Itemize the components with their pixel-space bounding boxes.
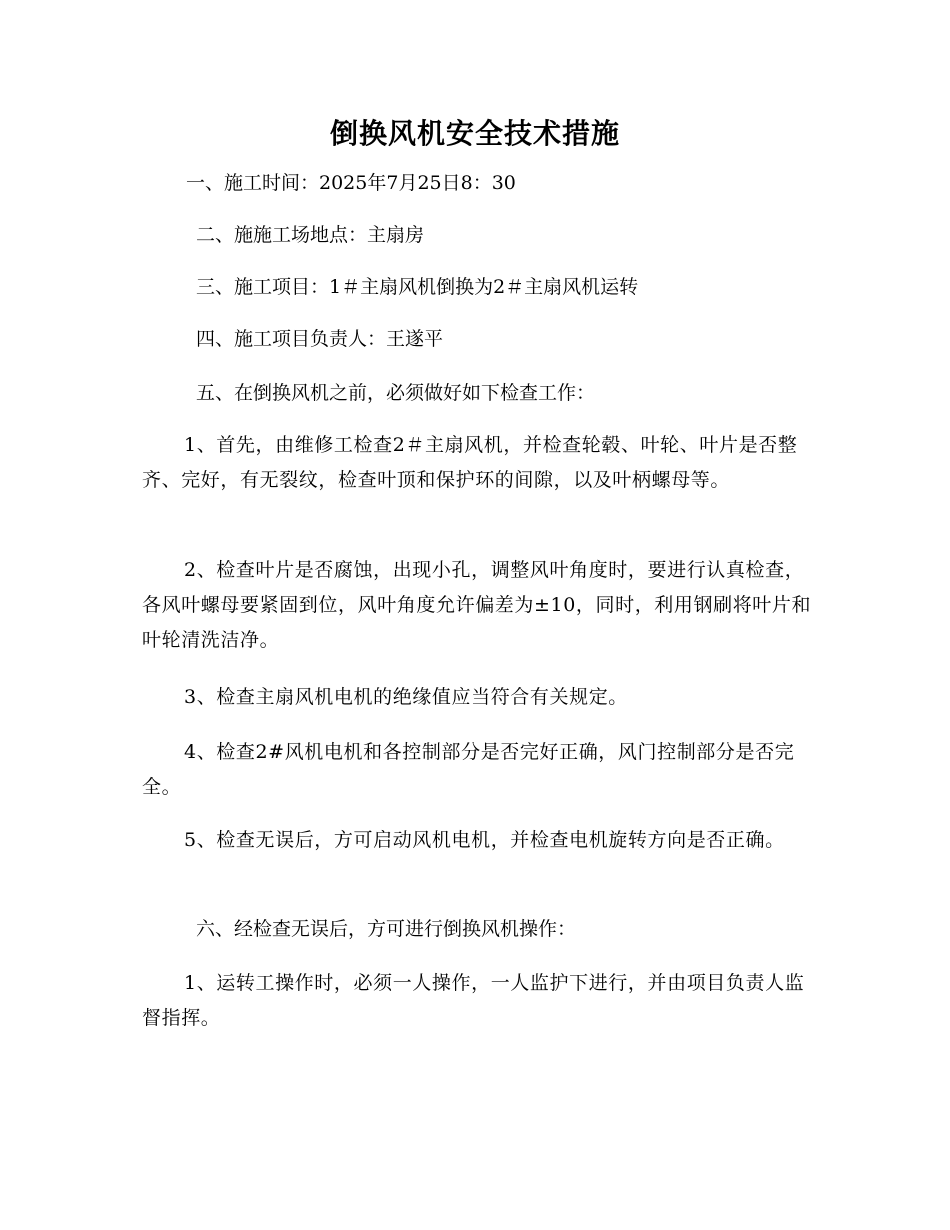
check-paragraph-5: 5、检查无误后，方可启动风机电机，并检查电机旋转方向是否正确。 bbox=[184, 829, 785, 851]
check-paragraph-4: 4、检查2#风机电机和各控制部分是否完好正确，风门控制部分是否完全。 bbox=[142, 741, 795, 798]
check-paragraph-1: 1、首先，由维修工检查2＃主扇风机，并检查轮毂、叶轮、叶片是否整齐、完好，有无裂纹，检查叶顶和保护环的间隙，以及叶柄螺母等。 bbox=[142, 434, 798, 491]
item-construction-time: 一、施工时间：2025年7月25日8：30 bbox=[186, 172, 516, 194]
item-construction-site: 二、施施工场地点：主扇房 bbox=[196, 224, 425, 246]
check-paragraph-2: 2、检查叶片是否腐蚀，出现小孔，调整风叶角度时，要进行认真检查，各风叶螺母要紧固到位，风叶角度允许偏差为±10，同时，利用钢刷将叶片和叶轮清洗洁净。 bbox=[142, 559, 812, 651]
item-pre-check-heading: 五、在倒换风机之前，必须做好如下检查工作： bbox=[196, 382, 596, 404]
check-paragraph-3: 3、检查主扇风机电机的绝缘值应当符合有关规定。 bbox=[184, 686, 628, 708]
item-construction-project: 三、施工项目：1＃主扇风机倒换为2＃主扇风机运转 bbox=[196, 276, 639, 298]
section-6-heading: 六、经检查无误后，方可进行倒换风机操作： bbox=[196, 918, 577, 940]
item-project-leader: 四、施工项目负责人：王遂平 bbox=[196, 328, 444, 350]
operation-paragraph-1: 1、运转工操作时，必须一人操作，一人监护下进行，并由项目负责人监督指挥。 bbox=[142, 972, 805, 1029]
document-title: 倒换风机安全技术措施 bbox=[329, 117, 620, 150]
